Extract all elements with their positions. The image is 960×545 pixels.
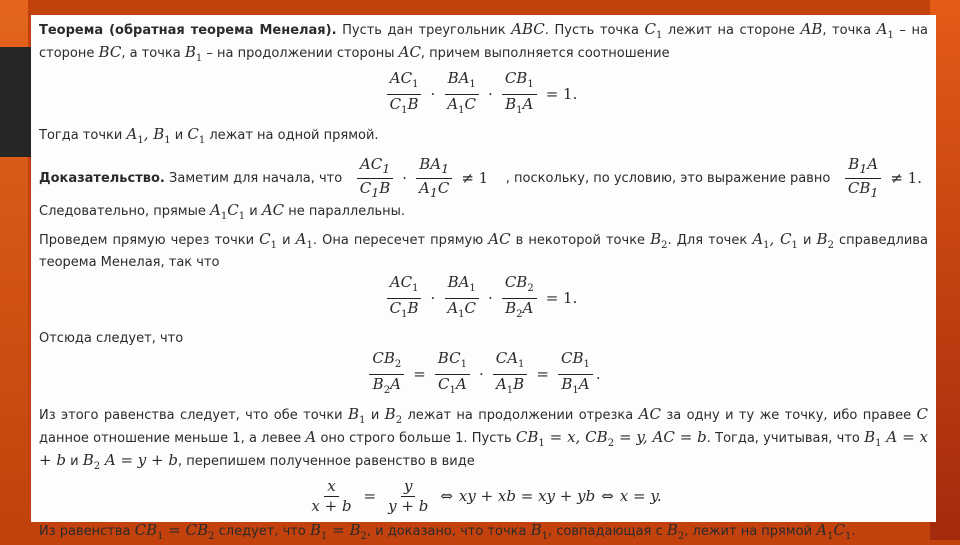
paragraph-4: Из этого равенства следует, что обе точки $B_1$ и $B_2$ лежат на продолжении отрезка AC за одну и ту же точку, ибо правее C данное отношение меньше 1, а левее A оно строго больше 1. Пусть $CB_1 = x$, $CB_2 = y$, AC = b. Тогда, учитывая, что $B_1$ A = x + b и $B_2$ A = y + b, перепишем полученное равенство в виде bbox=[39, 405, 929, 472]
math-bc: BC bbox=[98, 43, 122, 61]
theorem-paragraph bbox=[39, 21, 928, 67]
menelaus-relation-formula: $\frac{AC_1}{C_1B}$ · $\frac{BA_1}{A_1C}$ · $\frac{CB_1}{B_1A}$ = 1. bbox=[39, 69, 928, 120]
ratio-equality-formula: $\frac{CB_2}{B_2A}$ = $\frac{BC_1}{C_1A}$ · $\frac{CA_1}{A_1B}$ = $\frac{CB_1}{B_1A}$ . bbox=[39, 349, 928, 400]
math-c1: $C_1$ bbox=[644, 20, 663, 41]
proof-title: Доказательство. bbox=[39, 171, 165, 186]
menelaus-formula-2: $\frac{AC_1}{C_1B}$ · $\frac{BA_1}{A_1C}$ · $\frac{CB_2}{B_2A}$ = 1. bbox=[39, 273, 928, 324]
text: , причем выполняется соотношение bbox=[420, 46, 670, 61]
text: – на продолжении стороны bbox=[206, 46, 395, 61]
final-equation-formula: $\frac{x}{x + b}$ = $\frac{y}{y + b}$ ⇔ xy + xb = xy + yb ⇔ x = y. bbox=[311, 477, 662, 515]
math-ab: AB bbox=[800, 20, 823, 38]
paragraph-5: Из равенства $CB_1 = CB_2$ следует, что $B_1 = B_2$, и доказано, что точка $B_1$, совпадающая с $B_2$, лежит на прямой $A_1C_1$. bbox=[39, 521, 856, 542]
math-b1: $B_1$ bbox=[184, 43, 203, 64]
theorem-title: Теорема (обратная теорема Менелая). bbox=[39, 23, 337, 38]
paragraph-2: Проведем прямую через точки $C_1$ и $A_1$. Она пересечет прямую AC в некоторой точке $B_2$. Для точек $A_1$, $C_1$ и $B_2$ справедлива теорема Менелая, так что bbox=[39, 230, 928, 270]
text: лежит на стороне bbox=[667, 23, 795, 38]
text: . Пусть точка bbox=[544, 23, 639, 38]
slide-dark-accent bbox=[0, 47, 34, 157]
paragraph-3: Отсюда следует, что bbox=[39, 331, 184, 346]
math-a1: $A_1$ bbox=[876, 20, 894, 41]
proof-line-2: Следовательно, прямые $A_1C_1$ и AC не параллельны. bbox=[39, 201, 406, 222]
text: – на стороне bbox=[39, 23, 928, 61]
text: , а точка bbox=[121, 46, 181, 61]
conclusion-paragraph: Тогда точки $A_1$, $B_1$ и $C_1$ лежат на одной прямой. bbox=[39, 125, 379, 146]
proof-line: Доказательство. Заметим для начала, что $\frac{AC_1}{C_1B}$ · $\frac{BA_1}{A_1C}$ ≠ 1 , поскольку, по условию, это выражение равно $\frac{B_1A}{CB_1}$ ≠ 1. bbox=[39, 155, 922, 200]
document-page bbox=[31, 15, 936, 542]
text: , точка bbox=[822, 23, 872, 38]
math-ac: AC bbox=[398, 43, 421, 61]
text: Пусть дан треугольник bbox=[342, 23, 506, 38]
math-abc: ABC bbox=[511, 20, 545, 38]
